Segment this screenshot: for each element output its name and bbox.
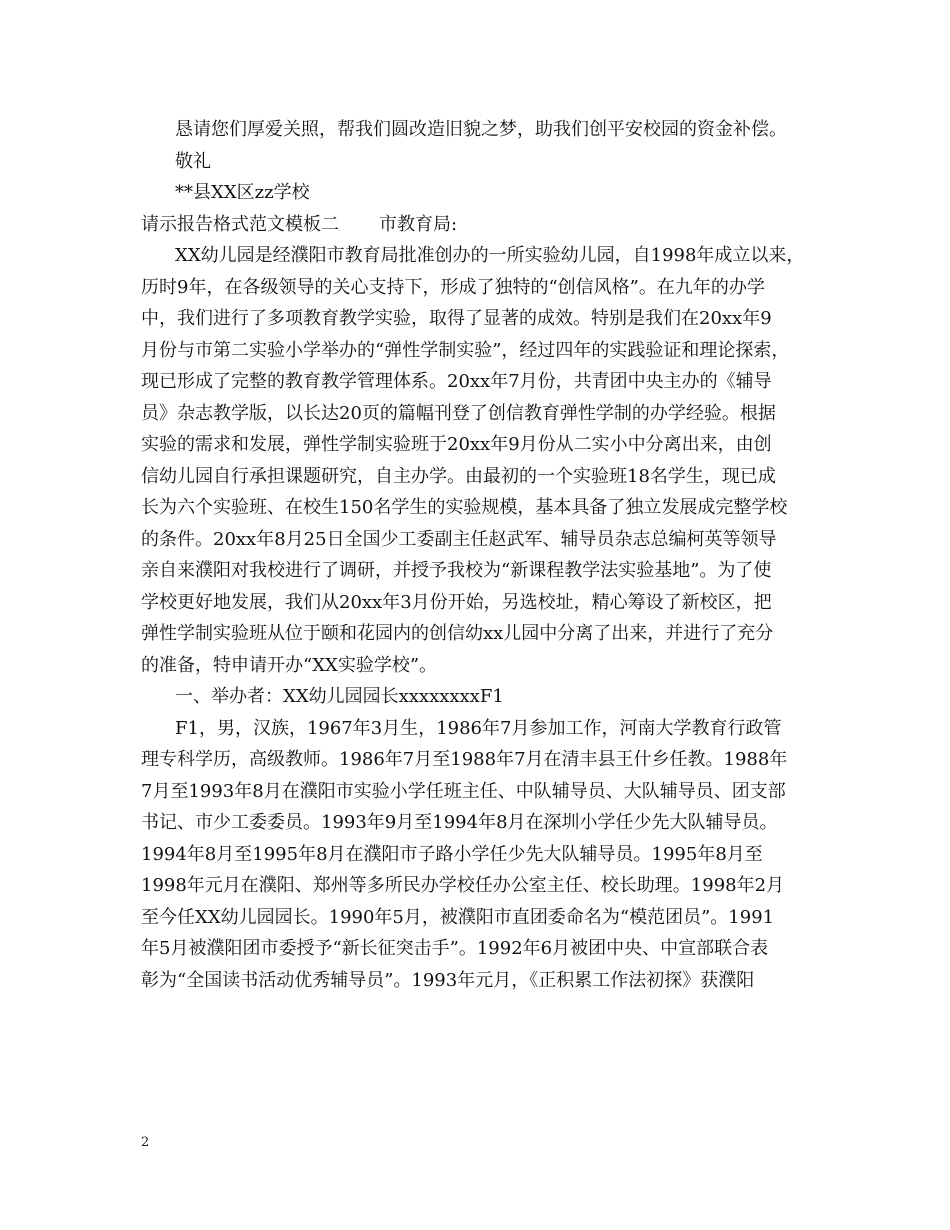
paragraph-founder-bio bbox=[141, 713, 816, 997]
paragraph-line: 实验的需求和发展，弹性学制实验班于20xx年9月份从二实小中分离出来，由创 bbox=[141, 434, 772, 455]
section-heading-row bbox=[141, 209, 816, 241]
paragraph-line: F1，男，汉族，1967年3月生，1986年7月参加工作，河南大学教育行政管 bbox=[175, 717, 782, 739]
paragraph-line: 历时9年，在各级领导的关心支持下，形成了独特的“创信风格”。在九年的办学 bbox=[141, 276, 765, 298]
paragraph-line: 1998年元月在濮阳、郑州等多所民办学校任办公室主任、校长助理。1998年2月 bbox=[141, 875, 785, 896]
addressee: 市教育局: bbox=[379, 213, 458, 235]
paragraph-line: 1994年8月至1995年8月在濮阳市子路小学任少先大队辅导员。1995年8月至 bbox=[141, 843, 763, 865]
paragraph-line: 月份与市第二实验小学举办的“弹性学制实验”，经过四年的实践验证和理论探索， bbox=[141, 339, 790, 361]
paragraph-application bbox=[141, 240, 816, 681]
paragraph-line: 学校更好地发展，我们从20xx年3月份开始，另选校址，精心筹设了新校区，把 bbox=[141, 591, 772, 613]
paragraph-line: 现已形成了完整的教育教学管理体系。20xx年7月份，共青团中央主办的《辅导 bbox=[141, 371, 772, 392]
paragraph-line: 的准备，特申请开办“XX实验学校”。 bbox=[141, 654, 438, 676]
paragraph-line: 信幼儿园自行承担课题研究，自主办学。由最初的一个实验班18名学生，现已成 bbox=[141, 465, 776, 487]
paragraph-line: 年5月被濮阳团市委授予“新长征突击手”。1992年6月被团中央、中宣部联合表 bbox=[141, 938, 769, 959]
page-number: 2 bbox=[141, 1135, 150, 1150]
section-title: 请示报告格式范文模板二 bbox=[141, 213, 339, 235]
paragraph-line: 员》杂志教学版，以长达20页的篇幅刊登了创信教育弹性学制的办学经验。根据 bbox=[141, 402, 776, 424]
paragraph-line: 至今任XX幼儿园园长。1990年5月，被濮阳市直团委命名为“模范团员”。1991 bbox=[141, 906, 775, 928]
paragraph-line: 书记、市少工委委员。1993年9月至1994年8月在深圳小学任少先大队辅导员。 bbox=[141, 812, 778, 833]
signature-line: **县XX区zz学校 bbox=[175, 182, 310, 203]
paragraph-line: 亲自来濮阳对我校进行了调研，并授予我校为“新课程教学法实验基地”。为了使 bbox=[141, 560, 772, 581]
paragraph-line: 7月至1993年8月在濮阳市实验小学任班主任、中队辅导员、大队辅导员、团支部 bbox=[141, 780, 786, 802]
salute-line: 敬礼 bbox=[175, 150, 211, 172]
paragraph-line: 彰为“全国读书活动优秀辅导员”。1993年元月，《正积累工作法初探》获濮阳 bbox=[141, 969, 755, 991]
paragraph-line: 中，我们进行了多项教育教学实验，取得了显著的成效。特别是我们在20xx年9 bbox=[141, 308, 772, 329]
paragraph-line: 理专科学历，高级教师。1986年7月至1988年7月在清丰县王什乡任教。1988年 bbox=[141, 749, 788, 770]
paragraph-line: XX幼儿园是经濮阳市教育局批准创办的一所实验幼儿园，自1998年成立以来， bbox=[175, 245, 805, 266]
item-one-heading: 一、举办者：XX幼儿园园长xxxxxxxxF1 bbox=[175, 686, 504, 707]
paragraph-line: 的条件。20xx年8月25日全国少工委副主任赵武军、辅导员杂志总编柯英等领导 bbox=[141, 528, 777, 550]
paragraph-line: 弹性学制实验班从位于颐和花园内的创信幼xx儿园中分离了出来，并进行了充分 bbox=[141, 623, 774, 644]
paragraph-line: 长为六个实验班、在校生150名学生的实验规模，基本具备了独立发展成完整学校 bbox=[141, 497, 788, 518]
closing-request-line: 恳请您们厚爱关照，帮我们圆改造旧貌之梦，助我们创平安校园的资金补偿。 bbox=[175, 119, 787, 140]
document-body bbox=[141, 114, 816, 996]
